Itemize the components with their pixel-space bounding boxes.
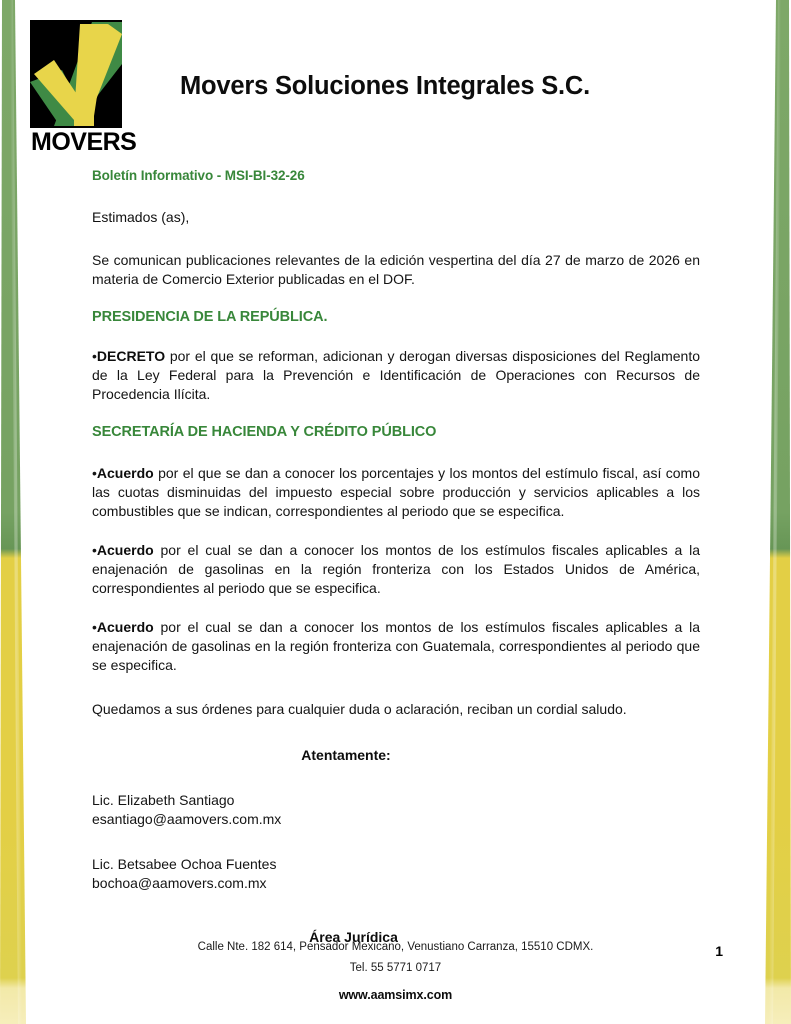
- section-heading-presidencia: PRESIDENCIA DE LA REPÚBLICA.: [92, 309, 328, 325]
- bullet-lead: Acuerdo: [96, 619, 154, 635]
- bullet-marker: •: [92, 465, 97, 481]
- bullet-item: [92, 618, 700, 675]
- decorative-band-left: [0, 0, 60, 1024]
- intro-paragraph: Se comunican publicaciones relevantes de la edición vespertina del día 27 de marzo de 2026 en materia de Comercio Exterior publicadas en el DOF.: [92, 252, 700, 287]
- document-footer: [0, 937, 791, 1002]
- signer-block: [92, 855, 700, 893]
- footer-phone: Tel. 55 5771 0717: [349, 962, 442, 974]
- section-heading-hacienda: SECRETARÍA DE HACIENDA Y CRÉDITO PÚBLICO: [92, 424, 437, 440]
- bullet-item: [92, 541, 700, 598]
- bullet-text: por el que se dan a conocer los porcentajes y los montos del estímulo fiscal, así como las cuotas disminuidas del impuesto especial sobre producción y servicios aplicables a los combustibles que se indican, correspondientes al periodo que se especifica.: [92, 465, 700, 519]
- company-title: Movers Soluciones Integrales S.C.: [180, 72, 591, 100]
- sign-off-label: Atentamente:: [301, 747, 391, 763]
- bullet-item: [92, 464, 700, 521]
- bullet-text: por el cual se dan a conocer los montos de los estímulos fiscales aplicables a la enajenación de gasolinas en la región fronteriza con los Estados Unidos de América, correspondientes al periodo que se especifica.: [92, 542, 700, 596]
- decorative-band-right: [731, 0, 791, 1024]
- document-header: [0, 18, 791, 152]
- logo-wordmark: MOVERS: [31, 128, 136, 152]
- footer-website[interactable]: www.aamsimx.com: [338, 988, 453, 1002]
- greeting-text: Estimados (as),: [92, 209, 190, 225]
- bullet-marker: •: [92, 542, 97, 558]
- signer-email[interactable]: bochoa@aamovers.com.mx: [92, 875, 267, 891]
- closing-paragraph: Quedamos a sus órdenes para cualquier duda o aclaración, reciban un cordial saludo.: [92, 701, 627, 717]
- movers-logo: [28, 20, 136, 152]
- bullet-lead: Acuerdo: [96, 465, 154, 481]
- bullet-text: por el que se reforman, adicionan y derogan diversas disposiciones del Reglamento de la Ley Federal para la Prevención e Identificación de Operaciones con Recursos de Procedencia Ilícita.: [92, 348, 700, 402]
- signer-block: [92, 791, 700, 829]
- bullet-lead: Acuerdo: [96, 542, 154, 558]
- bullet-marker: •: [92, 619, 97, 635]
- bullet-lead: DECRETO: [96, 348, 166, 364]
- bullet-marker: •: [92, 348, 97, 364]
- bullet-item: [92, 347, 700, 404]
- signer-email[interactable]: esantiago@aamovers.com.mx: [92, 811, 282, 827]
- page-number: 1: [715, 943, 723, 959]
- department-label: Área Jurídica: [309, 929, 398, 945]
- bulletin-id: Boletín Informativo - MSI-BI-32-26: [92, 168, 305, 183]
- footer-address: Calle Nte. 182 614, Pensador Mexicano, Venustiano Carranza, 15510 CDMX.: [197, 941, 594, 953]
- signer-name: Lic. Betsabee Ochoa Fuentes: [92, 856, 277, 872]
- bullet-text: por el cual se dan a conocer los montos de los estímulos fiscales aplicables a la enajenación de gasolinas en la región fronteriza con Guatemala, correspondientes al periodo que se especifica.: [92, 619, 700, 673]
- signer-name: Lic. Elizabeth Santiago: [92, 792, 235, 808]
- letter-body: [92, 168, 700, 945]
